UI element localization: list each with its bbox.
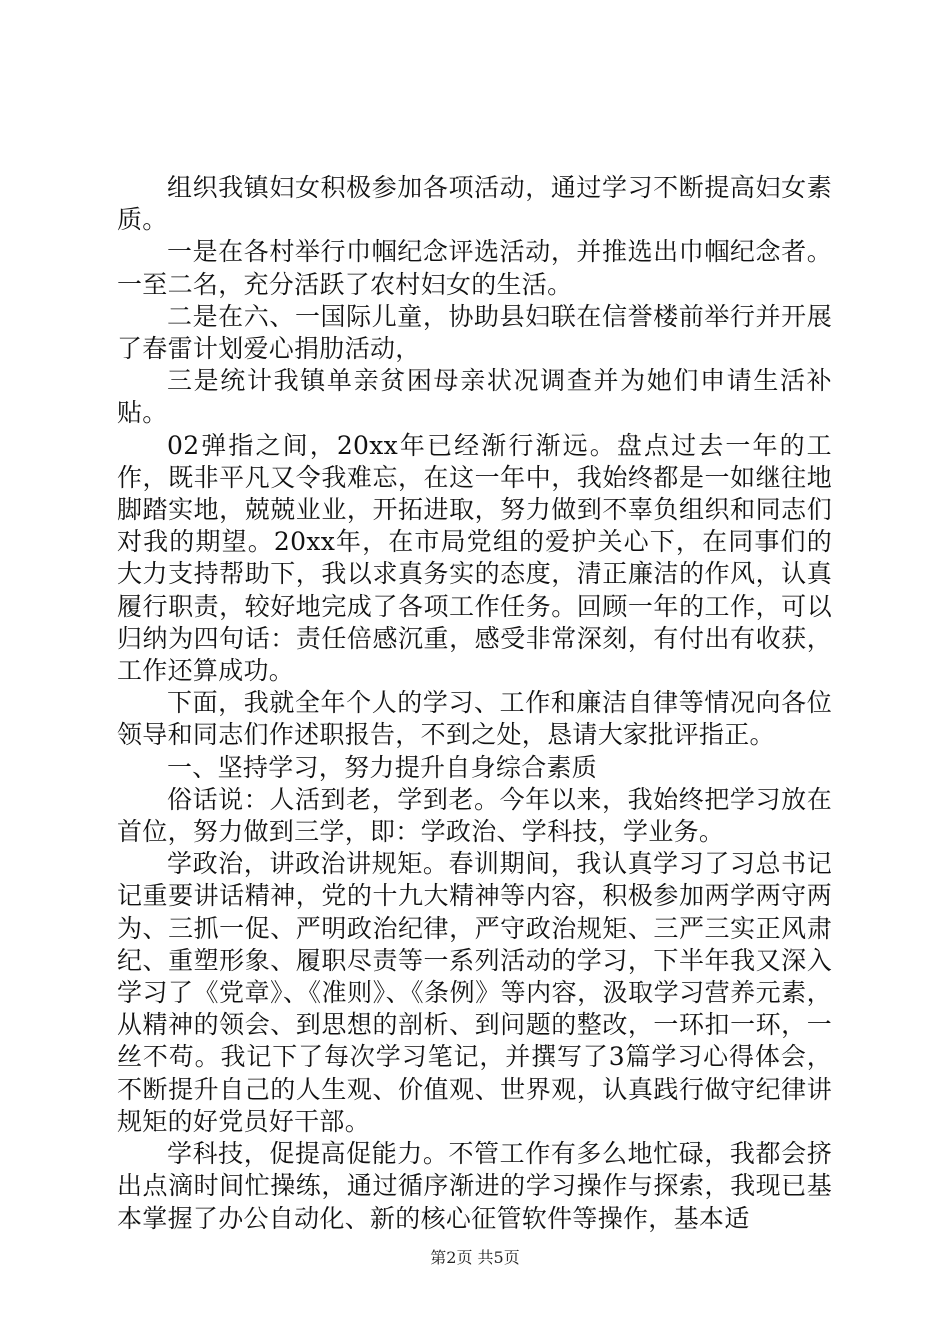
section-heading: 一、坚持学习，努力提升自身综合素质 [167,752,598,782]
paragraph: 组织我镇妇女积极参加各项活动，通过学习不断提高妇女素质。 [117,173,832,235]
paragraph: 一是在各村举行巾帼纪念评选活动，并推选出巾帼纪念者。一至二名，充分活跃了农村妇女的生活。 [117,237,832,299]
paragraph: 二是在六、一国际儿童，协助县妇联在信誉楼前举行并开展了春雷计划爱心捐肋活动， [117,301,832,364]
paragraph: 下面，我就全年个人的学习、工作和廉洁自律等情况向各位领导和同志们作述职报告，不到之处，恳请大家批评指正。 [117,688,832,750]
document-body [117,172,832,1235]
paragraph: 三是统计我镇单亲贫困母亲状况调查并为她们申请生活补贴。 [117,366,832,428]
paragraph: 学政治，讲政治讲规矩。春训期间，我认真学习了习总书记记重要讲话精神，党的十九大精神等内容，积极参加两学两守两为、三抓一促、严明政治纪律，严守政治规矩、三严三实正风肃纪、重塑形象、履职尽责等一系列活动的学习，下半年我又深入学习了《党章》、《准则》、《条例》等内容，汲取学习营养元素，从精神的领会、到思想的剖析、到问题的整改，一环扣一环，一丝不苟。我记下了每次学习笔记，并撰写了3篇学习心得体会，不断提升自己的人生观、价值观、世界观，认真践行做守纪律讲规矩的好党员好干部。 [117,849,832,1136]
paragraph: 02弹指之间，20xx年已经渐行渐远。盘点过去一年的工作，既非平凡又令我难忘，在这一年中，我始终都是一如继往地脚踏实地，兢兢业业，开拓进取，努力做到不辜负组织和同志们对我的期望。20xx年，在市局党组的爱护关心下，在同事们的大力支持帮助下，我以求真务实的态度，清正廉洁的作风，认真履行职责，较好地完成了各项工作任务。回顾一年的工作，可以归纳为四句话：责任倍感沉重，感受非常深刻，有付出有收获，工作还算成功。 [117,430,832,686]
paragraph: 学科技，促提高促能力。不管工作有多么地忙碌，我都会挤出点滴时间忙操练，通过循序渐进的学习操作与探索，我现已基本掌握了办公自动化、新的核心征管软件等操作，基本适 [117,1139,832,1233]
page-footer: 第2页 共5页 [430,1248,520,1267]
paragraph: 俗话说：人活到老，学到老。今年以来，我始终把学习放在首位，努力做到三学，即：学政治、学科技，学业务。 [117,784,832,847]
